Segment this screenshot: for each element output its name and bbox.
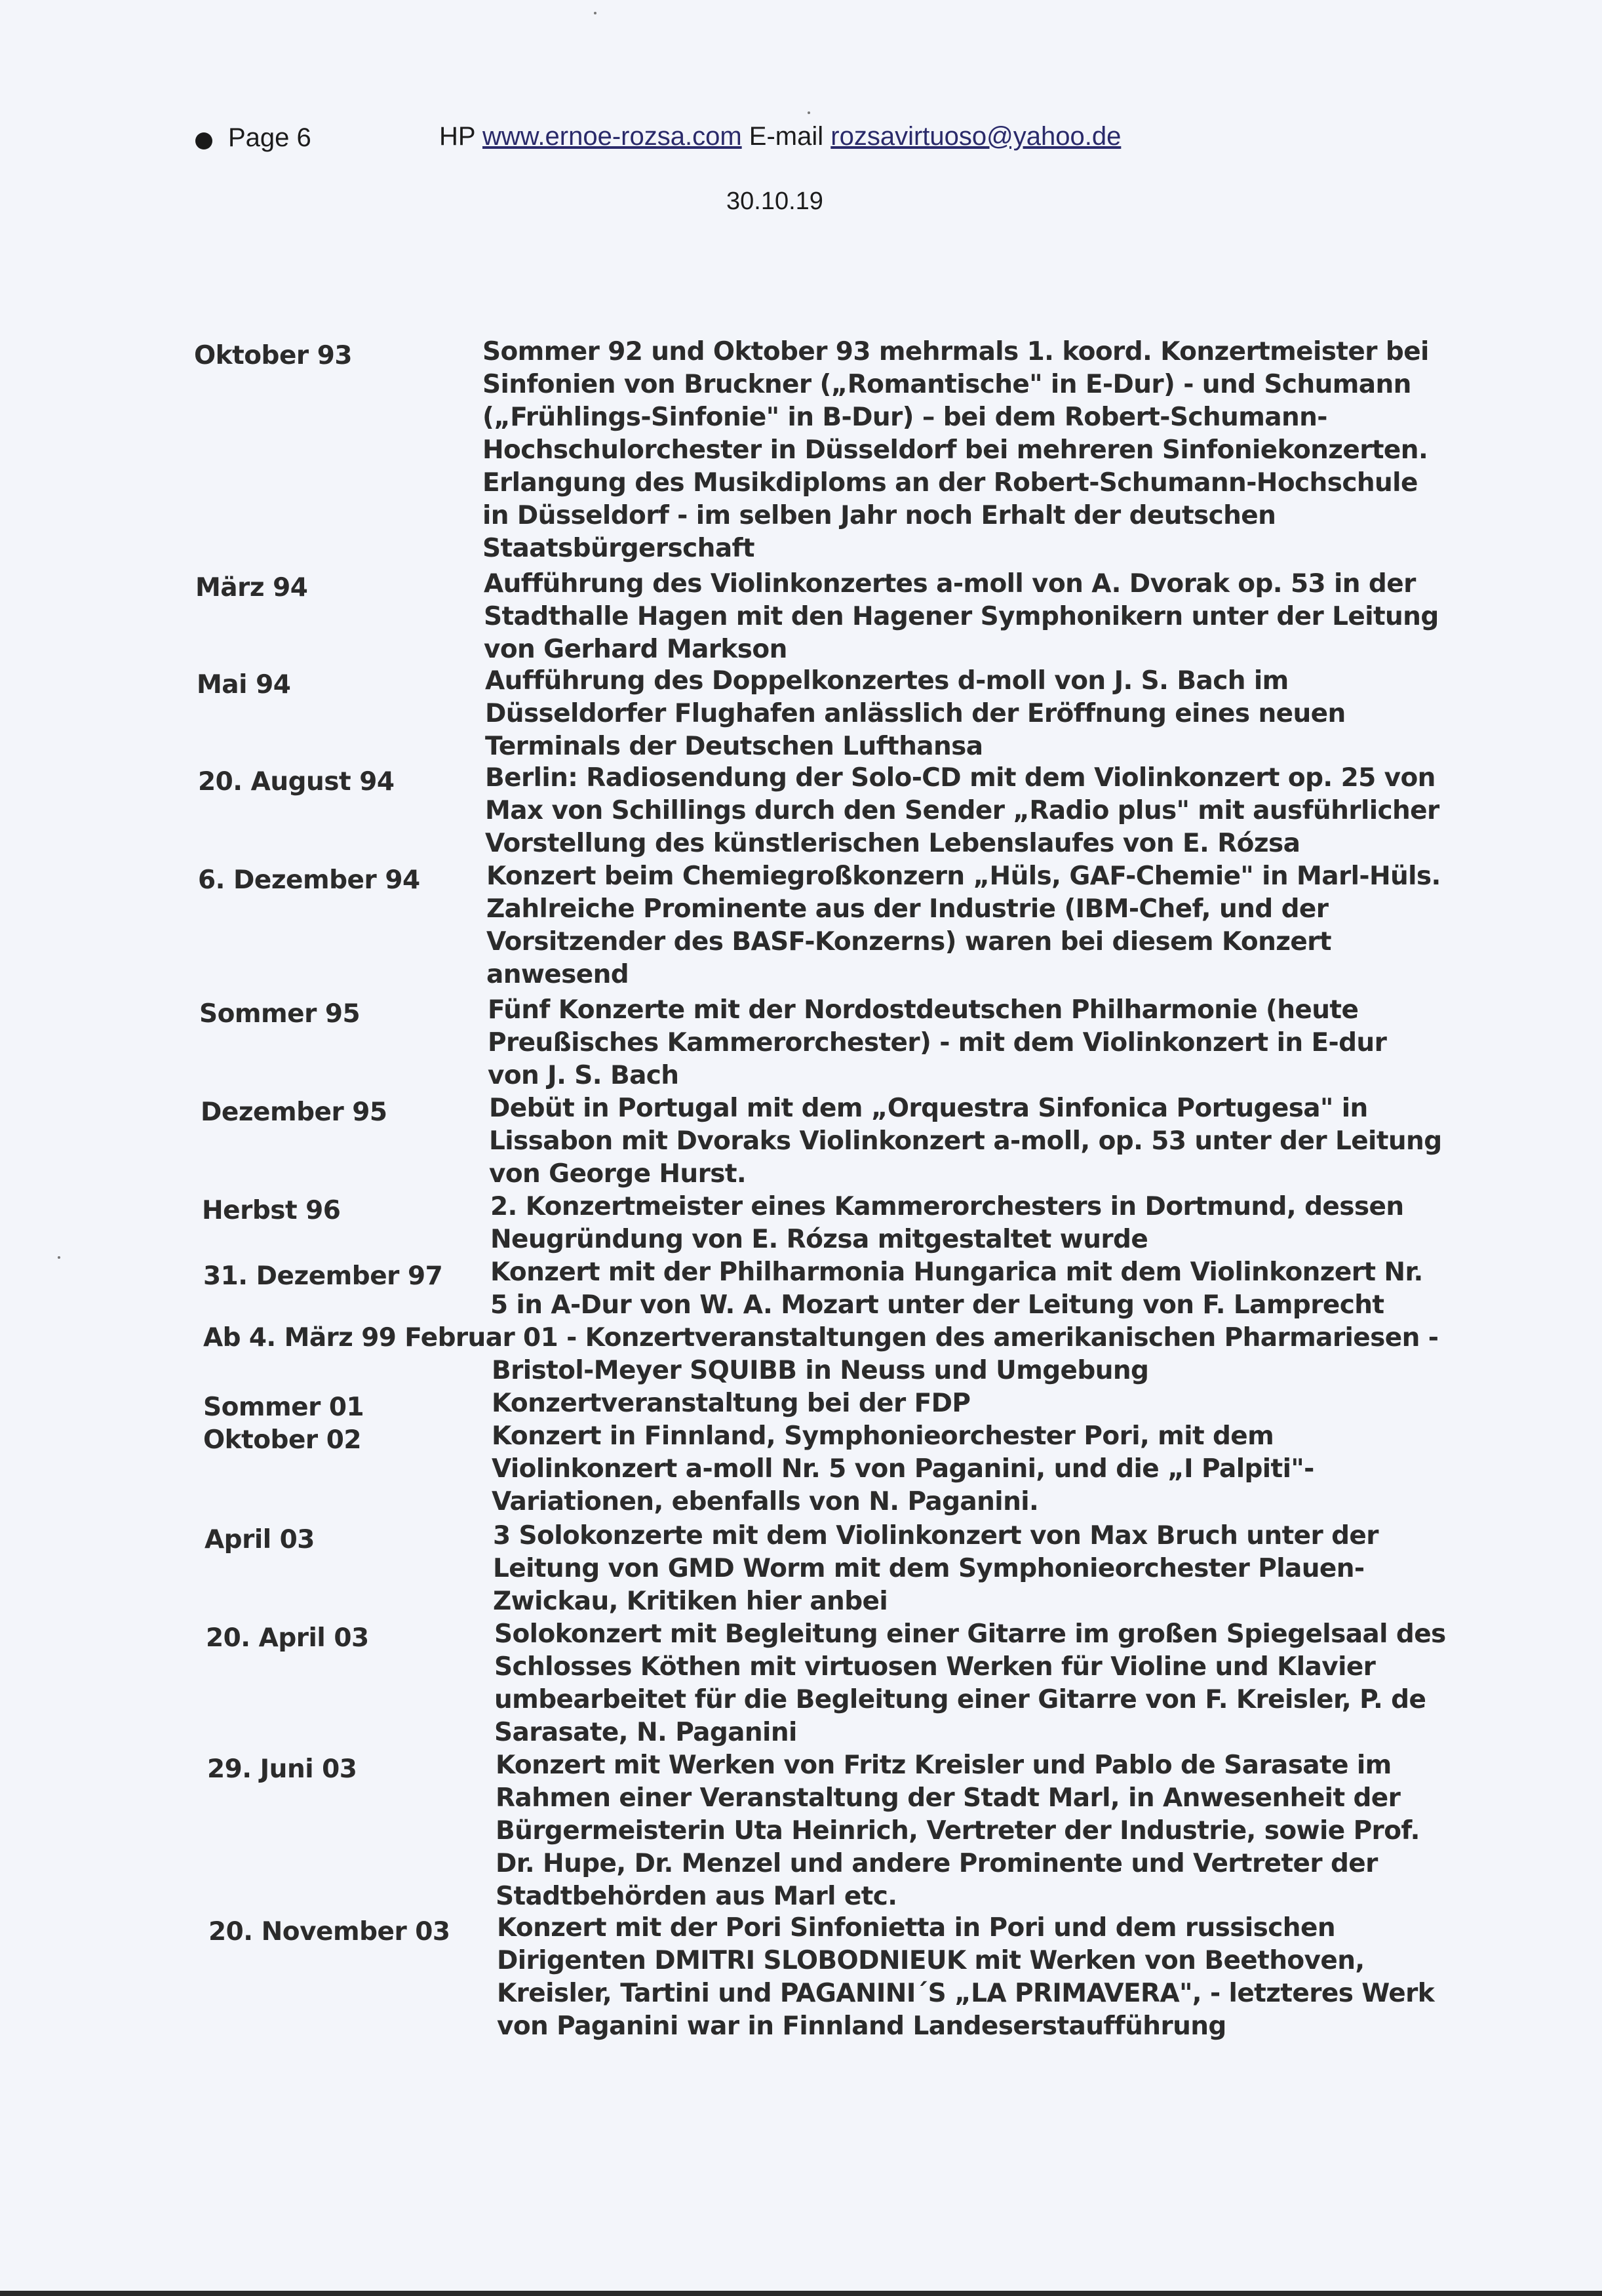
entry-text: Bristol-Meyer SQUIBB in Neuss und Umgebung <box>492 1356 1149 1385</box>
entry-date: Sommer 01 <box>203 1393 364 1422</box>
entry-text: Konzert mit der Pori Sinfonietta in Pori und dem russischen Dirigenten DMITRI SLOBODNIEUK mit Werken von Beethoven, Kreisler, Tartini und PAGANINI´S „LA PRIMAVERA", - letzteres Werk von Paganini war in Finnland Landeserstaufführung <box>497 1913 1435 2041</box>
entry-date: März 94 <box>195 573 308 603</box>
entry-date: 20. April 03 <box>206 1623 369 1653</box>
entry-text: Konzert in Finnland, Symphonieorchester Pori, mit dem Violinkonzert a-moll Nr. 5 von Paganini, und die „I Palpiti"-Variationen, ebenfalls von N. Paganini. <box>492 1421 1314 1516</box>
email-label: E-mail <box>749 122 824 151</box>
entry-text: Sommer 92 und Oktober 93 mehrmals 1. koord. Konzertmeister bei Sinfonien von Bruckner („Romantische" in E-Dur) - und Schumann („Frühlings-Sinfonie" in B-Dur) – bei dem Robert-Schumann-Hochschulorchester in Düsseldorf bei mehreren Sinfoniekonzerten. Erlangung des Musikdiploms an der Robert-Schumann-Hochschule in Düsseldorf - im selben Jahr noch Erhalt der deutschen Staatsbürgerschaft <box>482 337 1429 563</box>
bullet-icon <box>195 132 212 149</box>
entry-date: Dezember 95 <box>201 1098 387 1127</box>
entry-text: Konzertveranstaltung bei der FDP <box>492 1389 971 1418</box>
entry-text: Fünf Konzerte mit der Nordostdeutschen Philharmonie (heute Preußisches Kammerorchester) - mit dem Violinkonzert in E-dur von J. S. Bach <box>488 995 1387 1090</box>
entry-date: Mai 94 <box>197 670 291 700</box>
entry-text: Konzert mit Werken von Fritz Kreisler und Pablo de Sarasate im Rahmen einer Veranstaltung der Stadt Marl, in Anwesenheit der Bürgermeisterin Uta Heinrich, Vertreter der Industrie, sowie Prof. Dr. Hupe, Dr. Menzel und andere Prominente und Vertreter der Stadtbehörden aus Marl etc. <box>496 1751 1420 1911</box>
scan-speck <box>594 12 596 14</box>
entry-date: 20. November 03 <box>208 1917 450 1947</box>
document-date: 30.10.19 <box>726 188 823 215</box>
page-number: Page 6 <box>228 123 311 152</box>
entry-text: Aufführung des Doppelkonzertes d-moll von J. S. Bach im Düsseldorfer Flughafen anlässlich der Eröffnung eines neuen Terminals der Deutschen Lufthansa <box>485 666 1346 761</box>
entry-date: Herbst 96 <box>202 1196 341 1225</box>
email-link[interactable]: rozsavirtuoso@yahoo.de <box>830 122 1122 151</box>
scan-speck <box>808 111 810 114</box>
entry-text: Berlin: Radiosendung der Solo-CD mit dem Violinkonzert op. 25 von Max von Schillings durch den Sender „Radio plus" mit ausführlicher Vorstellung des künstlerischen Lebenslaufes von E. Rózsa <box>485 763 1439 858</box>
contact-line <box>439 122 1121 151</box>
entry-text: 2. Konzertmeister eines Kammerorchesters in Dortmund, dessen Neugründung von E. Rózsa mitgestaltet wurde <box>490 1192 1404 1254</box>
entry-text: Debüt in Portugal mit dem „Orquestra Sinfonica Portugesa" in Lissabon mit Dvoraks Violinkonzert a-moll, op. 53 unter der Leitung von George Hurst. <box>489 1094 1442 1189</box>
entry-text: Solokonzert mit Begleitung einer Gitarre im großen Spiegelsaal des Schlosses Köthen mit virtuosen Werken für Violine und Klavier umbearbeitet für die Begleitung einer Gitarre von F. Kreisler, P. de Sarasate, N. Paganini <box>494 1619 1446 1747</box>
entry-date: April 03 <box>205 1525 315 1554</box>
entry-date: 6. Dezember 94 <box>198 865 420 895</box>
entry-date: Ab 4. März 99 Februar 01 - Konzertveranstaltungen des amerikanischen Pharmariesen - <box>203 1323 1439 1353</box>
entry-text: Konzert beim Chemiegroßkonzern „Hüls, GAF-Chemie" in Marl-Hüls. Zahlreiche Prominente aus der Industrie (IBM-Chef, und der Vorsitzender des BASF-Konzerns) waren bei diesem Konzert anwesend <box>486 861 1441 989</box>
scan-edge <box>0 2291 1602 2296</box>
homepage-link[interactable]: www.ernoe-rozsa.com <box>482 122 742 151</box>
entry-text: Aufführung des Violinkonzertes a-moll von A. Dvorak op. 53 in der Stadthalle Hagen mit den Hagener Symphonikern unter der Leitung von Gerhard Markson <box>484 569 1439 664</box>
entry-date: Oktober 93 <box>194 341 352 370</box>
entry-date: 31. Dezember 97 <box>203 1261 443 1291</box>
entry-date: 29. Juni 03 <box>207 1754 357 1784</box>
entry-date: 20. August 94 <box>198 767 395 797</box>
entry-date: Oktober 02 <box>203 1425 361 1455</box>
entry-date: Sommer 95 <box>199 999 361 1029</box>
scan-speck <box>58 1256 60 1259</box>
entry-text: 3 Solokonzerte mit dem Violinkonzert von Max Bruch unter der Leitung von GMD Worm mit dem Symphonieorchester Plauen-Zwickau, Kritiken hier anbei <box>493 1521 1378 1616</box>
entry-text: Konzert mit der Philharmonia Hungarica mit dem Violinkonzert Nr. 5 in A-Dur von W. A. Mozart unter der Leitung von F. Lamprecht <box>490 1257 1423 1320</box>
hp-label: HP <box>439 122 475 151</box>
